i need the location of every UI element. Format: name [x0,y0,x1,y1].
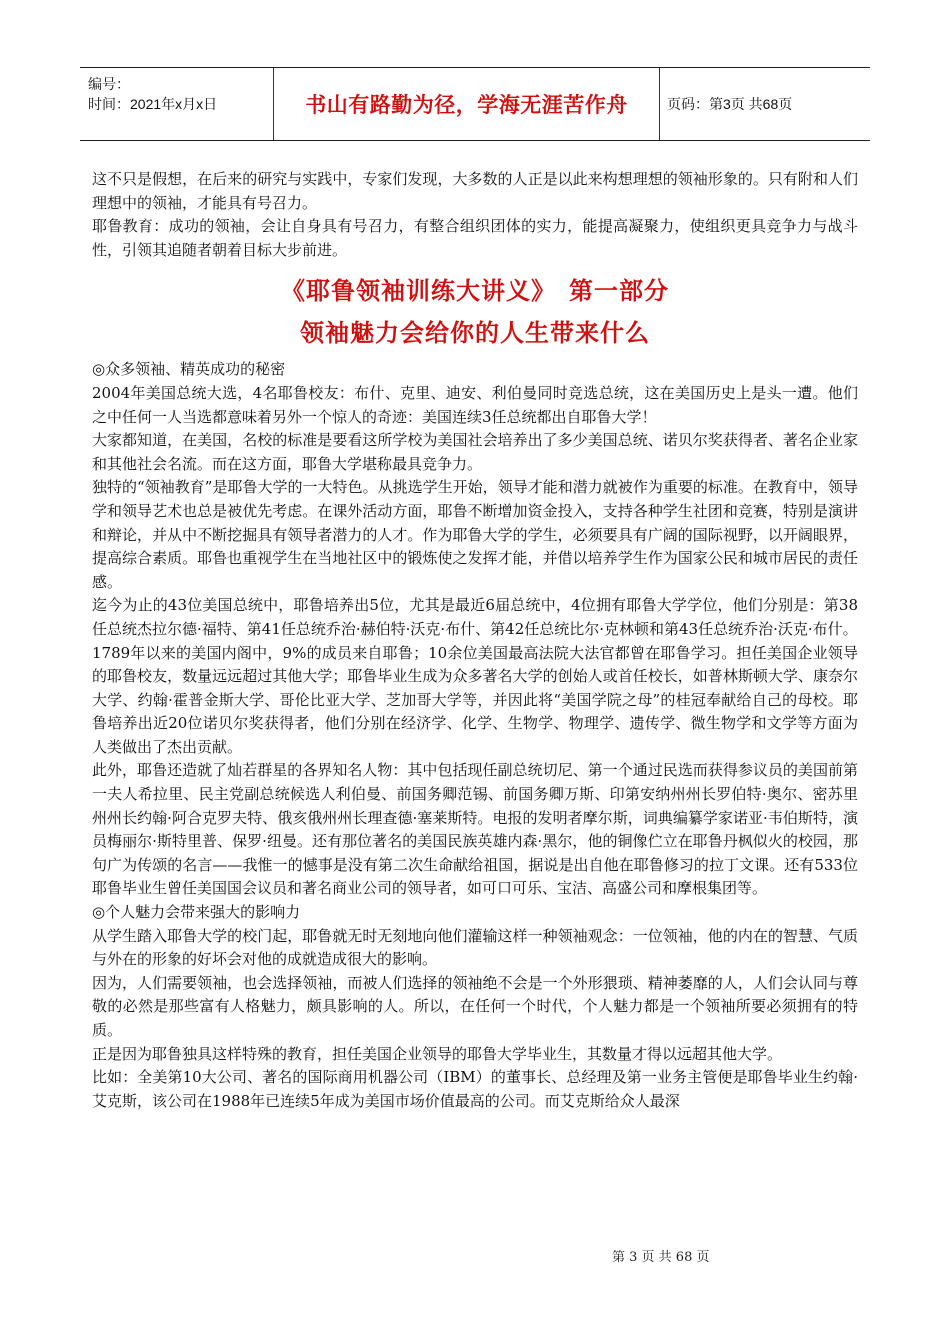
document-time-label: 时间：2021年x月x日 [88,96,218,112]
body-paragraph: 大家都知道，在美国，名校的标准是要看这所学校为美国社会培养出了多少美国总统、诺贝尔奖获得者、著名企业家和其他社会名流。而在这方面，耶鲁大学堪称最具竞争力。 [92,431,858,473]
section-subtitle: 领袖魅力会给你的人生带来什么 [300,318,650,348]
footer-page-number: 第 3 页 共 68 页 [612,1250,710,1265]
section-title: 《耶鲁领袖训练大讲义》 第一部分 [281,276,669,306]
body-paragraph: 迄今为止的43位美国总统中，耶鲁培养出5位，尤其是最近6届总统中，4位拥有耶鲁大学学位，他们分别是：第38任总统杰拉尔德·福特、第41任总统乔治·赫伯特·沃克·布什、第42任总统比尔·克林顿和第43任总统乔治·沃克·布什。 [92,596,858,638]
body-paragraph: 2004年美国总统大选，4名耶鲁校友：布什、克里、迪安、利伯曼同时竞选总统，这在美国历史上是头一遭。他们之中任何一人当选都意味着另外一个惊人的奇迹：美国连续3任总统都出自耶鲁大学！ [92,383,858,426]
body-paragraph: 独特的“领袖教育”是耶鲁大学的一大特色。从挑选学生开始，领导才能和潜力就被作为重要的标准。在教育中，领导学和领导艺术也总是被优先考虑。在课外活动方面，耶鲁不断增加资金投入，支持各种学生社团和竞赛，特别是演讲和辩论，并从中不断挖掘具有领导者潜力的人才。作为耶鲁大学的学生，必须要具有广阔的国际视野，以开阔眼界，提高综合素质。耶鲁也重视学生在当地社区中的锻炼使之发挥才能，并借以培养学生作为国家公民和城市居民的责任感。 [92,478,858,591]
body-paragraph: 从学生踏入耶鲁大学的校门起，耶鲁就无时无刻地向他们灌输这样一种领袖观念：一位领袖，他的内在的智慧、气质与外在的形象的好坏会对他的成就造成很大的影响。 [92,926,858,969]
subheading-secrets: ◎众多领袖、精英成功的秘密 [92,360,286,379]
header-left-cell [80,68,274,140]
body-paragraph: 比如：全美第10大公司、著名的国际商用机器公司（IBM）的董事长、总经理及第一业务主管便是耶鲁毕业生约翰·艾克斯，该公司在1988年已连续5年成为美国市场价值最高的公司。而艾克斯给众人最深 [92,1068,858,1110]
page-header [80,67,870,141]
body-paragraph: 因为，人们需要领袖，也会选择领袖，而被人们选择的领袖绝不会是一个外形猥琐、精神萎靡的人，人们会认同与尊敬的必然是那些富有人格魅力，颇具影响的人。所以，在任何一个时代，个人魅力都是一个领袖所要必须拥有的特质。 [92,973,858,1039]
body-paragraph: 此外，耶鲁还造就了灿若群星的各界知名人物：其中包括现任副总统切尼、第一个通过民选而获得参议员的美国前第一夫人希拉里、民主党副总统候选人利伯曼、前国务卿范锡、前国务卿万斯、印第安纳州州长罗伯特·奥尔、密苏里州州长约翰·阿合克罗夫特、俄亥俄州州长理查德·塞莱斯特。电报的发明者摩尔斯，词典编纂学家诺亚·韦伯斯特，演员梅丽尔·斯特里普、保罗·纽曼。还有那位著名的美国民族英雄内森·黑尔，他的铜像伫立在耶鲁丹枫似火的校园，那句广为传颂的名言——我惟一的憾事是没有第二次生命献给祖国，据说是出自他在耶鲁修习的拉丁文课。还有533位耶鲁毕业生曾任美国国会议员和著名商业公司的领导者，如可口可乐、宝洁、高盛公司和摩根集团等。 [92,761,858,898]
body-paragraph: 1789年以来的美国内阁中，9%的成员来自耶鲁；10余位美国最高法院大法官都曾在耶鲁学习。担任美国企业领导的耶鲁校友，数量远远超过其他大学；耶鲁毕业生成为众多著名大学的创始人或首任校长，如普林斯顿大学、康奈尔大学、约翰·霍普金斯大学、哥伦比亚大学、芝加哥大学等，并因此将“美国学院之母”的桂冠奉献给自己的母校。耶鲁培养出近20位诺贝尔奖获得者，他们分别在经济学、化学、生物学、物理学、遗传学、微生物学和文学等方面为人类做出了杰出贡献。 [92,643,858,756]
header-motto: 书山有路勤为径，学海无涯苦作舟 [274,68,660,140]
subheading-charisma: ◎个人魅力会带来强大的影响力 [92,903,301,922]
document-body [92,168,858,1113]
body-paragraph: 这不只是假想，在后来的研究与实践中，专家们发现，大多数的人正是以此来构想理想的领袖形象的。只有附和人们理想中的领袖，才能具有号召力。 [92,170,858,212]
body-paragraph: 正是因为耶鲁独具这样特殊的教育，担任美国企业领导的耶鲁大学毕业生，其数量才得以远超其他大学。 [92,1044,783,1063]
body-paragraph: 耶鲁教育：成功的领袖，会让自身具有号召力，有整合组织团体的实力，能提高凝聚力，使组织更具竞争力与战斗性，引领其追随者朝着目标大步前进。 [92,217,858,259]
document-number-label: 编号： [88,76,130,92]
header-page-code: 页码：第3页 共68页 [667,96,793,112]
